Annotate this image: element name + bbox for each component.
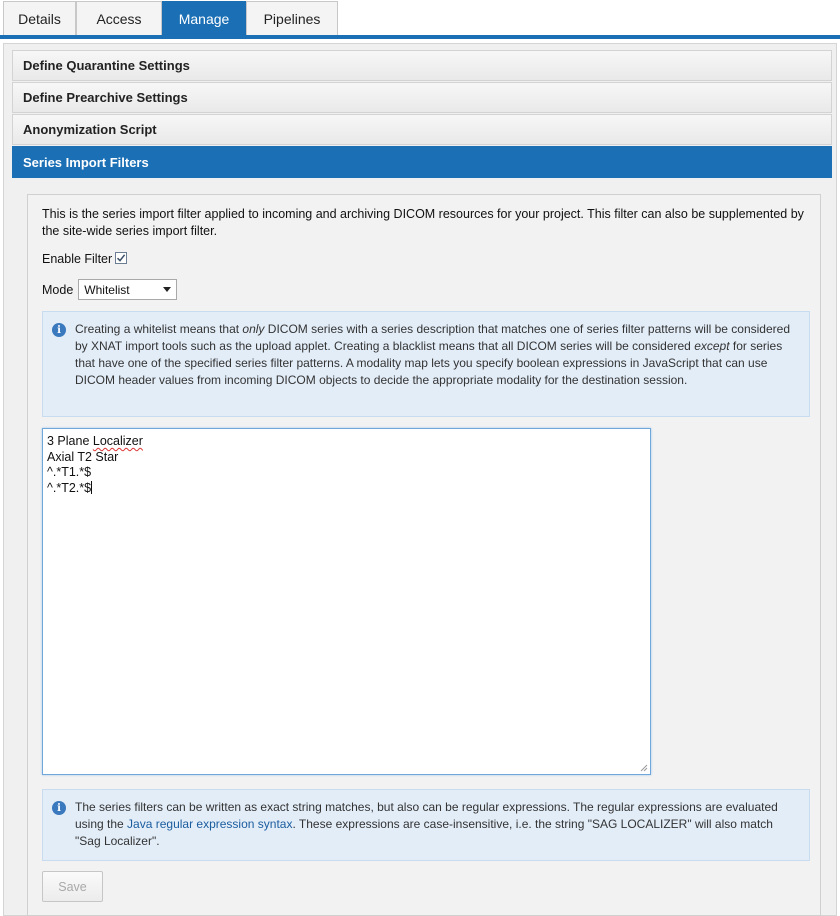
info-text: DICOM series with a series description that matches one of series filter patterns will be considered by XNAT import tools such as the upload applet. Creating a blacklist means that all DICOM series will be considered bbox=[75, 322, 790, 353]
accordion-anonymization-script[interactable]: Anonymization Script bbox=[12, 114, 832, 145]
tab-underline bbox=[0, 35, 840, 39]
filter-line: Axial T2 Star bbox=[47, 449, 119, 464]
mode-select[interactable] bbox=[78, 279, 177, 300]
mode-select-value: Whitelist bbox=[84, 282, 130, 297]
text-cursor bbox=[91, 481, 92, 494]
whitelist-info-box bbox=[42, 311, 810, 417]
manage-panel bbox=[3, 43, 837, 916]
chevron-down-icon bbox=[163, 287, 171, 292]
info-text: . These expressions are case-insensitive, i.e. the string "SAG LOCALIZER" will also match "Sag Localizer". bbox=[75, 817, 773, 848]
tab-manage[interactable]: Manage bbox=[162, 1, 246, 36]
info-circle-icon: i bbox=[52, 801, 66, 815]
filter-line: ^.*T1.*$ bbox=[47, 465, 92, 479]
series-import-filters-content bbox=[27, 194, 821, 916]
resize-handle-icon[interactable] bbox=[639, 763, 648, 772]
accordion-prearchive-settings[interactable]: Define Prearchive Settings bbox=[12, 82, 832, 113]
filter-line-word: Localizer bbox=[92, 434, 143, 448]
info-text: for series that have one of the specified series filter patterns. A modality map lets you specify boolean expressions in JavaScript that can use DICOM header values from incoming DICOM objects to decide the appropriate modality for the destination session. bbox=[75, 339, 783, 387]
enable-filter-checkbox[interactable] bbox=[115, 252, 127, 264]
accordion-quarantine-settings[interactable]: Define Quarantine Settings bbox=[12, 50, 832, 81]
info-emphasis-except: except bbox=[694, 339, 730, 353]
checkmark-icon bbox=[116, 253, 126, 263]
enable-filter-label: Enable Filter bbox=[42, 252, 113, 266]
enable-filter-row bbox=[42, 252, 127, 266]
tab-details[interactable]: Details bbox=[3, 1, 76, 36]
java-regex-link[interactable]: Java regular expression syntax bbox=[127, 817, 293, 831]
tab-pipelines[interactable]: Pipelines bbox=[246, 1, 338, 36]
accordion-series-import-filters[interactable]: Series Import Filters bbox=[12, 146, 832, 178]
info-text: Creating a whitelist means that bbox=[75, 322, 243, 336]
info-circle-icon: i bbox=[52, 323, 66, 337]
regex-info-box bbox=[42, 789, 810, 861]
info-text: The series filters can be written as exact string matches, but also can be regular expressions. The regular expressions are evaluated using the bbox=[75, 800, 778, 831]
series-filters-textarea[interactable] bbox=[42, 428, 651, 775]
tab-bar bbox=[0, 0, 840, 39]
save-button[interactable]: Save bbox=[42, 871, 103, 902]
series-filter-description: This is the series import filter applied to incoming and archiving DICOM resources for your project. This filter can also be supplemented by the site-wide series import filter. bbox=[42, 207, 804, 238]
filter-line: 3 Plane Localizer bbox=[47, 434, 143, 448]
mode-label: Mode bbox=[42, 282, 74, 297]
mode-row bbox=[42, 279, 177, 300]
filter-line bbox=[47, 481, 646, 497]
filter-line-text: ^.*T2.*$ bbox=[47, 480, 92, 495]
info-emphasis-only: only bbox=[242, 322, 265, 336]
tab-access[interactable]: Access bbox=[76, 1, 162, 36]
